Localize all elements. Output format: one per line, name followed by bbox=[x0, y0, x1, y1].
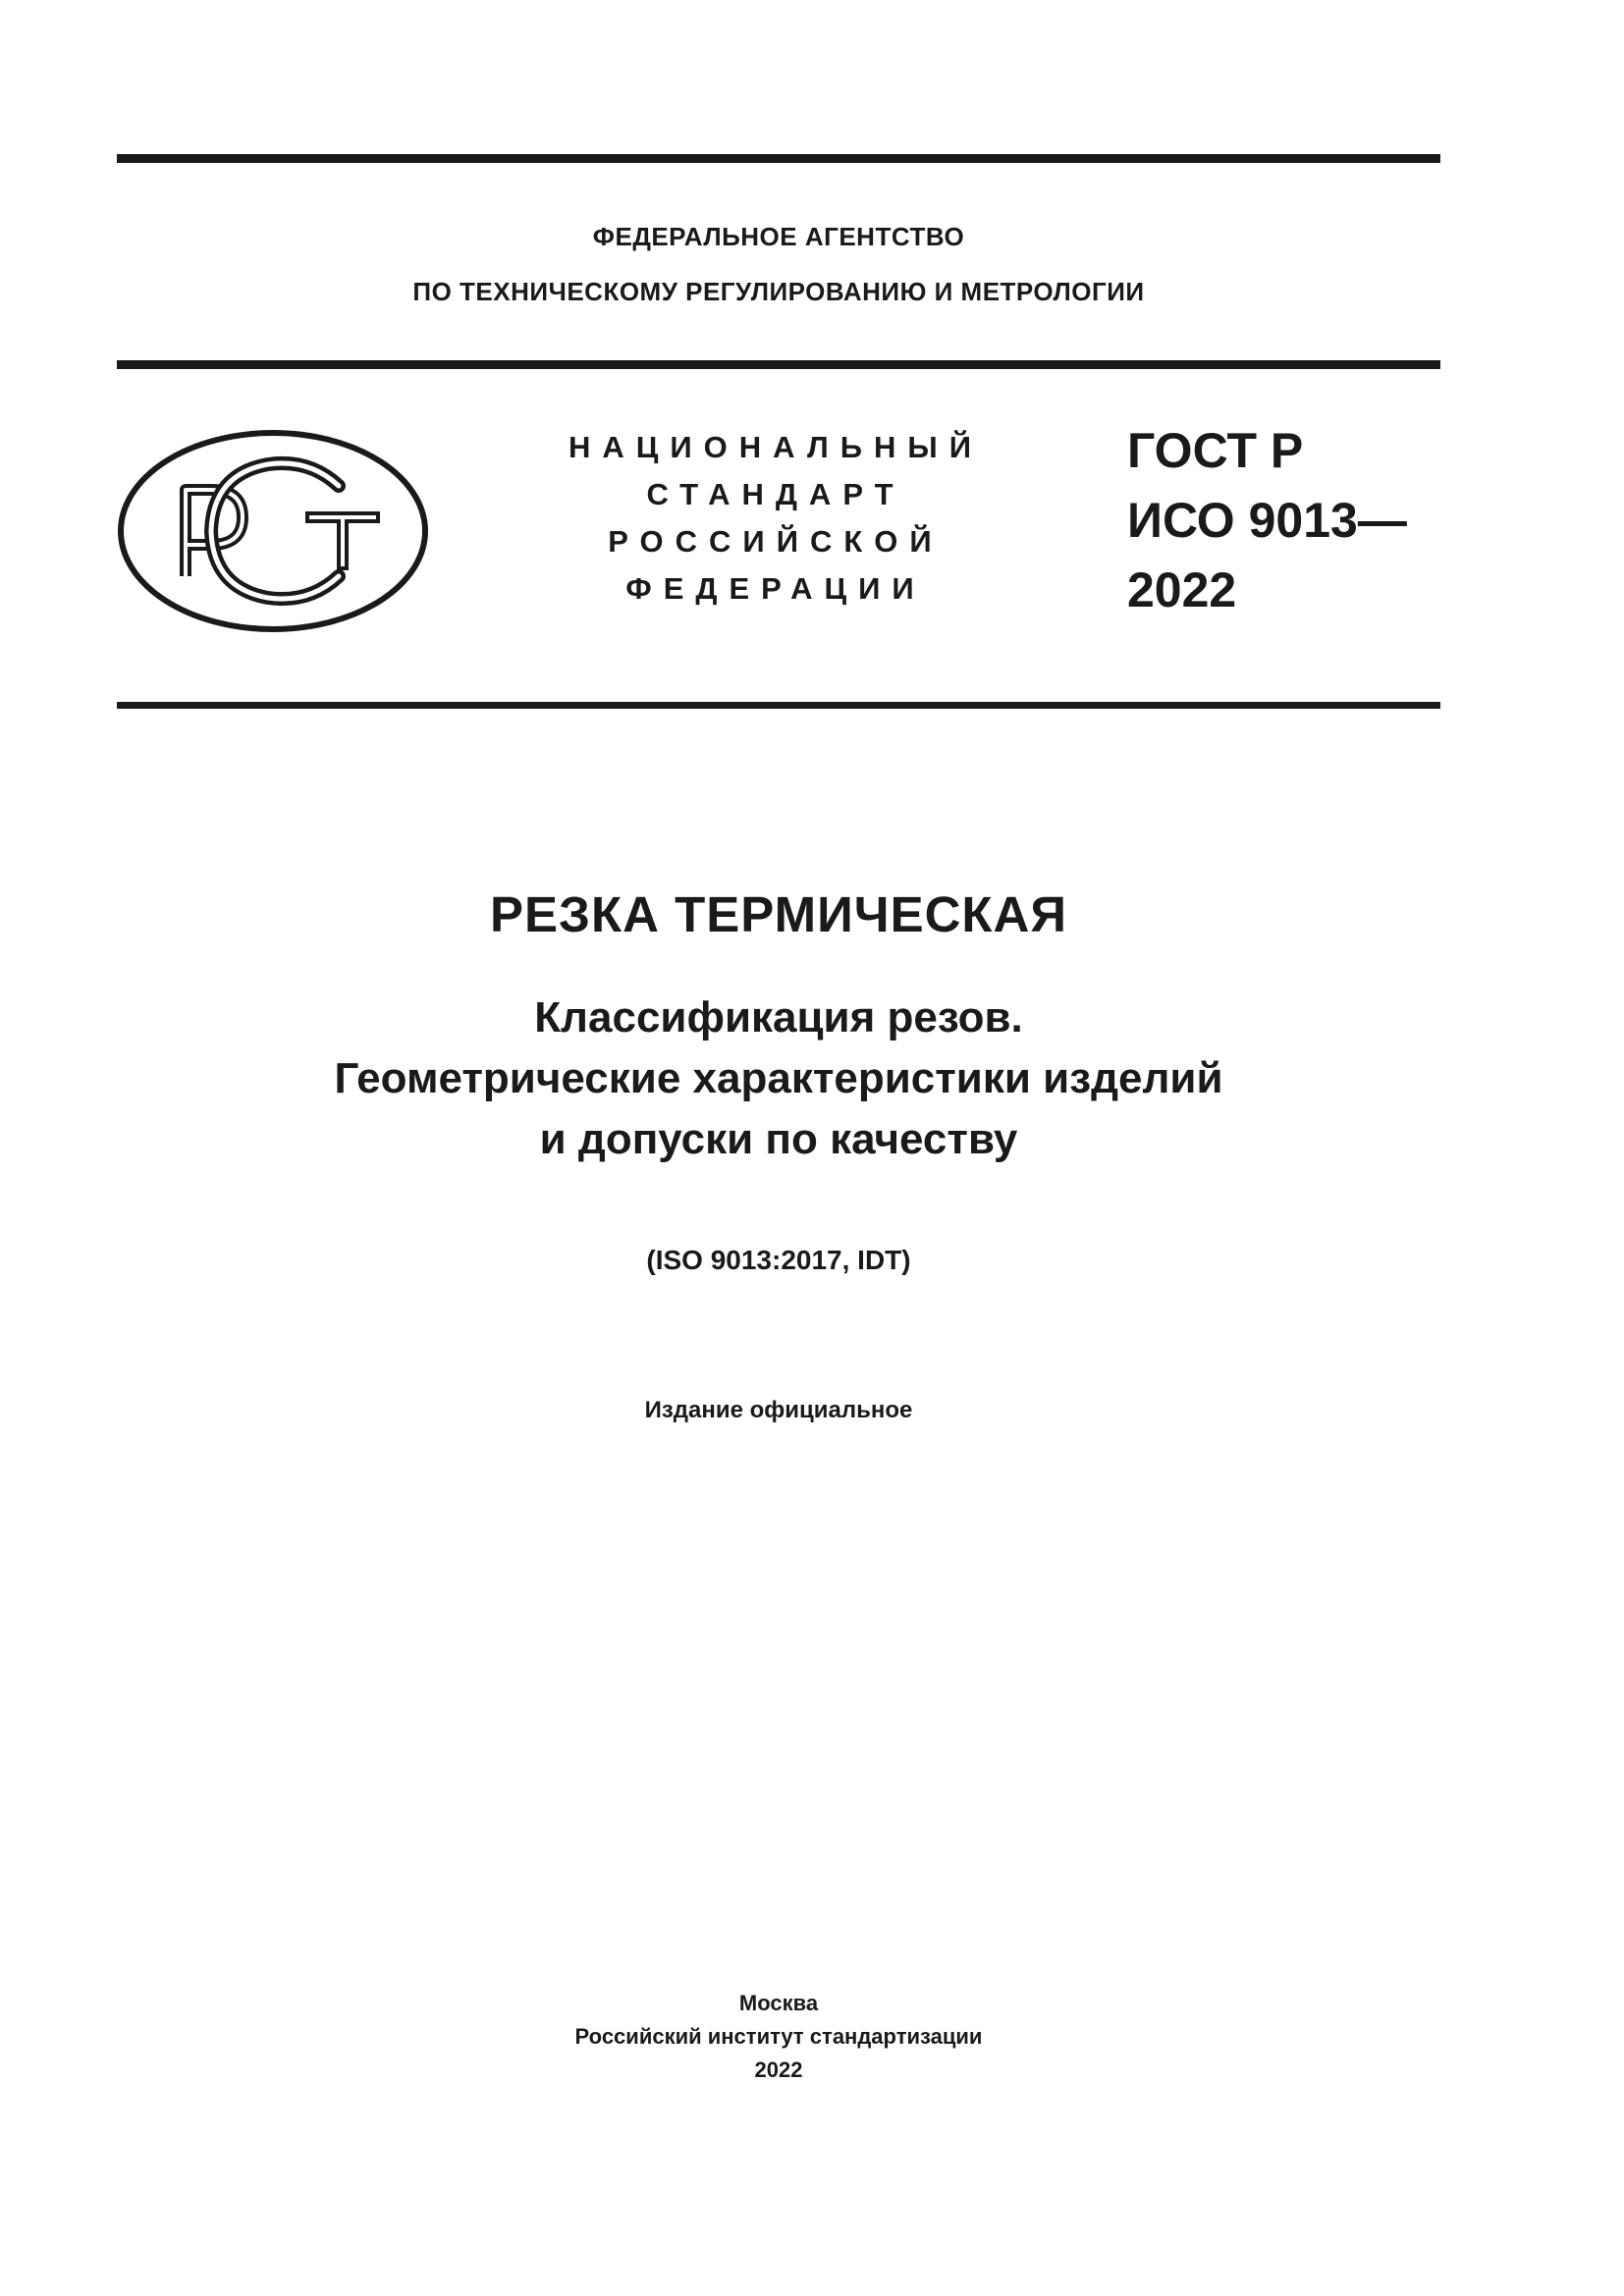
national-standard-label bbox=[530, 424, 1021, 613]
header-rule bbox=[117, 360, 1440, 369]
document-subtitle bbox=[117, 988, 1440, 1170]
agency-name-line-2: ПО ТЕХНИЧЕСКОМУ РЕГУЛИРОВАНИЮ И МЕТРОЛОГИИ bbox=[412, 277, 1145, 306]
subtitle-line-3: и допуски по качеству bbox=[539, 1115, 1018, 1163]
publisher-institute: Российский институт стандартизации bbox=[574, 2024, 983, 2049]
designation-line-1: ГОСТ Р bbox=[1127, 423, 1304, 478]
designation-line-3: 2022 bbox=[1127, 562, 1237, 617]
national-standard-line-1: НАЦИОНАЛЬНЫЙ bbox=[568, 430, 984, 464]
national-standard-line-2: СТАНДАРТ bbox=[646, 477, 905, 511]
title-block-rule bbox=[117, 702, 1440, 709]
agency-name-line-1: ФЕДЕРАЛЬНОЕ АГЕНТСТВО bbox=[592, 222, 965, 251]
publisher-year: 2022 bbox=[754, 2057, 803, 2082]
rst-certification-mark-icon bbox=[117, 429, 429, 633]
publisher-block bbox=[117, 1987, 1440, 2087]
national-standard-line-4: ФЕДЕРАЦИИ bbox=[625, 571, 926, 606]
iso-reference: (ISO 9013:2017, IDT) bbox=[646, 1245, 911, 1275]
publisher-city: Москва bbox=[738, 1991, 819, 2015]
edition-label: Издание официальное bbox=[644, 1397, 913, 1423]
document-title: РЕЗКА ТЕРМИЧЕСКАЯ bbox=[489, 886, 1068, 942]
top-rule bbox=[117, 154, 1440, 163]
standard-designation bbox=[1127, 416, 1441, 625]
designation-line-2: ИСО 9013— bbox=[1127, 493, 1407, 548]
national-standard-line-3: РОССИЙСКОЙ bbox=[608, 524, 944, 559]
subtitle-line-2: Геометрические характеристики изделий bbox=[334, 1054, 1223, 1102]
subtitle-line-1: Классификация резов. bbox=[534, 993, 1023, 1041]
